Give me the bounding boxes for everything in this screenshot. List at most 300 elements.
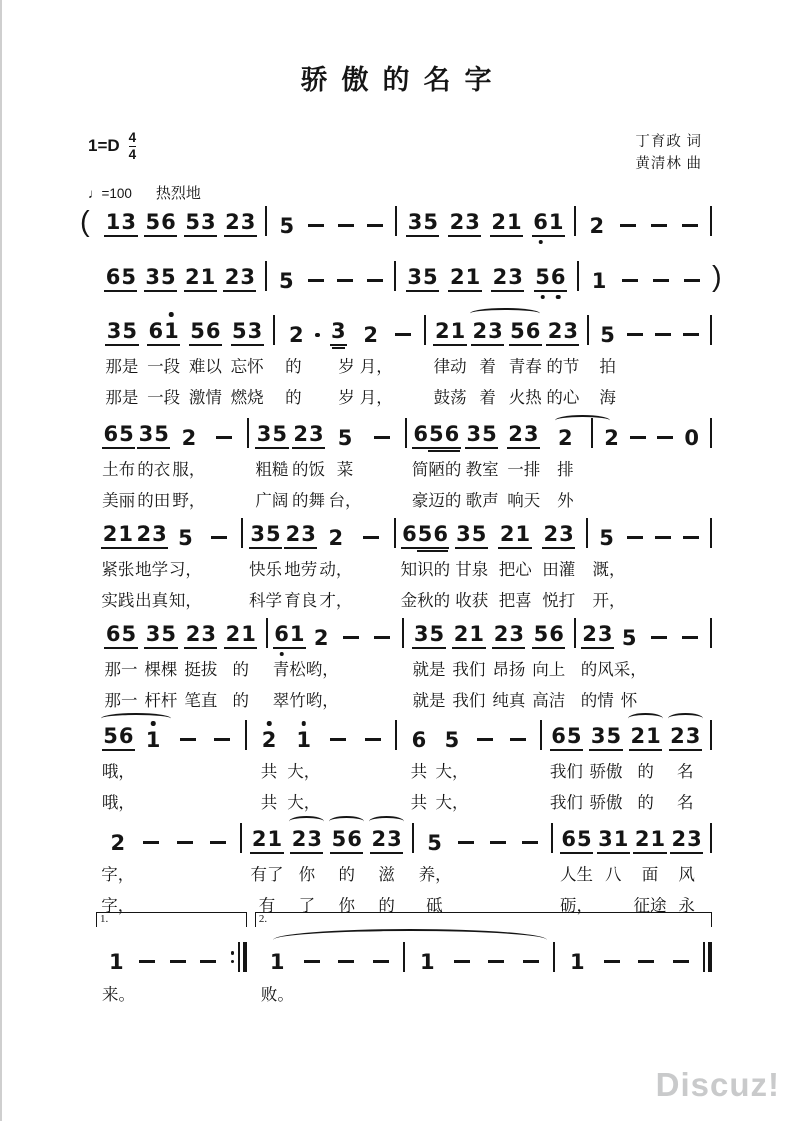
lyric-syllable: 共 — [260, 762, 278, 781]
note-group — [105, 320, 138, 346]
note-digit: 2 — [604, 426, 619, 450]
key-and-time-signature — [88, 130, 136, 162]
barline — [710, 618, 712, 648]
note-digit: 5 — [417, 522, 433, 546]
lyric-row — [96, 487, 712, 511]
lyric-measure — [247, 789, 396, 813]
dash-note — [630, 436, 646, 440]
lyric-syllable — [515, 861, 547, 885]
beat — [547, 725, 587, 751]
note-group — [683, 427, 701, 449]
measure — [589, 312, 710, 346]
note-group — [268, 951, 286, 973]
beat — [361, 224, 390, 238]
measure — [553, 820, 710, 854]
beat — [273, 623, 306, 649]
beat — [668, 828, 705, 854]
lyric-syllable: 我们 — [549, 762, 583, 781]
note-group — [633, 828, 666, 854]
beat — [247, 828, 287, 854]
note-digit: 5 — [279, 214, 295, 238]
tie — [273, 929, 547, 951]
beat — [318, 527, 353, 549]
lyric-syllable: 美丽 — [102, 491, 136, 510]
note-group — [290, 828, 323, 854]
note-digit: 3 — [407, 210, 423, 234]
lyric-syllable: 大， — [435, 762, 469, 781]
lyric-syllable — [625, 456, 652, 480]
beat — [136, 423, 171, 449]
lyric-syllable — [170, 789, 205, 813]
lyric-syllable: 的 — [232, 660, 250, 679]
beat — [644, 636, 674, 650]
beat — [402, 729, 435, 751]
lyric-syllable: 大， — [435, 793, 469, 812]
lyric-syllable — [205, 758, 240, 782]
note-group — [448, 266, 481, 292]
lyric-syllable: 昂扬 — [492, 660, 526, 679]
beat — [220, 266, 260, 292]
note-digit: 2 — [293, 422, 308, 446]
note-digit: 2 — [313, 626, 329, 650]
note-digit: 2 — [547, 319, 563, 343]
lyric-syllable: 悦打 — [542, 591, 576, 610]
lyric-syllable: 笔直 — [184, 691, 218, 710]
lyric-syllable: 拍 — [599, 357, 616, 376]
note-group — [104, 266, 137, 292]
lyric-measure — [553, 861, 710, 885]
beat — [367, 828, 407, 854]
note-digit: 2 — [449, 210, 465, 234]
note-digit: 5 — [422, 265, 438, 289]
note-group — [620, 627, 638, 649]
dash-note — [651, 224, 667, 228]
credits — [635, 131, 702, 175]
note-digit: 6 — [118, 724, 134, 748]
lyric-syllable: 的舞 — [291, 491, 325, 510]
measure — [396, 515, 586, 549]
bar-spacer — [710, 789, 712, 813]
lyric-syllable — [621, 353, 649, 377]
lyric-measure — [588, 587, 710, 611]
lyric-measure — [426, 384, 586, 408]
dash-note — [200, 960, 216, 964]
lyric-syllable: 的 — [232, 691, 250, 710]
lyric-syllable — [468, 758, 501, 782]
lyric-measure — [96, 384, 273, 408]
note-group — [581, 623, 614, 649]
dash-note — [657, 436, 673, 440]
lyric-measure — [96, 456, 247, 480]
note-digit: 6 — [274, 622, 289, 646]
note-digit: 2 — [224, 265, 240, 289]
lyric-measure — [542, 789, 711, 813]
lyric-syllable: 把喜 — [498, 591, 532, 610]
note-digit: 6 — [413, 422, 428, 446]
barline — [710, 206, 712, 236]
lyric-syllable: 那是 — [105, 388, 139, 407]
measure — [593, 415, 710, 449]
note-group — [327, 527, 345, 549]
note-group — [491, 266, 524, 292]
beat — [294, 960, 329, 974]
beat — [468, 738, 501, 752]
lyric-syllable — [368, 656, 397, 680]
lyric-measure — [247, 758, 396, 782]
music-system — [78, 258, 722, 293]
beat — [364, 960, 399, 974]
measure — [267, 258, 395, 292]
tempo-marking: ♩=100 — [88, 186, 132, 201]
note-digit: 5 — [161, 265, 176, 289]
note-group — [104, 623, 137, 649]
dash-note — [216, 436, 232, 440]
note-group — [101, 523, 134, 549]
note-group — [180, 427, 198, 449]
lyric-syllable: 野， — [172, 491, 206, 510]
note-digit: 2 — [110, 831, 126, 855]
lyric-syllable: 粗糙 — [255, 460, 289, 479]
lyric-syllable: 着 — [479, 388, 496, 407]
lyric-syllable — [170, 758, 205, 782]
music-system — [78, 312, 712, 408]
lyric-measure — [96, 758, 245, 782]
bar-spacer — [710, 687, 712, 711]
lyric-syllable — [677, 384, 705, 408]
lyric-syllable: 排 — [557, 460, 574, 479]
note-group — [224, 623, 257, 649]
note-digit: 5 — [331, 827, 347, 851]
note-group — [597, 828, 630, 854]
beat — [306, 627, 336, 649]
note-digit: 3 — [138, 422, 154, 446]
lyric-measure — [576, 656, 710, 680]
lyric-syllable: 高洁 — [532, 691, 566, 710]
lyricist-credit: 丁育政 词 — [635, 134, 702, 150]
note-digit: 3 — [307, 827, 322, 851]
lyric-syllable: 知， — [168, 591, 202, 610]
measure — [414, 820, 552, 854]
note-group — [292, 423, 325, 449]
lyric-syllable — [339, 687, 368, 711]
bar-spacer — [710, 758, 712, 782]
lyric-syllable: 砥 — [426, 896, 443, 915]
dash-note — [627, 333, 643, 337]
beat — [202, 841, 236, 855]
beat — [677, 536, 705, 550]
music-system — [78, 203, 712, 237]
note-digit: 3 — [240, 265, 255, 289]
lyric-syllable: 的 — [285, 357, 302, 376]
lyric-syllable: 忘怀 — [230, 357, 264, 376]
note-digit: 3 — [523, 422, 539, 446]
note-digit: 6 — [533, 210, 548, 234]
lyric-syllable: 大， — [287, 793, 321, 812]
dash-note — [488, 960, 504, 964]
lyric-measure — [243, 587, 394, 611]
note-digit: 0 — [684, 426, 699, 450]
note-digit: 1 — [419, 950, 435, 974]
note-digit: 3 — [465, 210, 480, 234]
lyric-row — [96, 656, 712, 680]
note-digit: 3 — [590, 724, 606, 748]
lyric-syllable: 棵棵 — [144, 660, 178, 679]
note-group — [278, 270, 296, 292]
slur — [628, 713, 663, 724]
lyric-row — [96, 789, 712, 813]
music-system — [78, 820, 712, 916]
beat — [537, 523, 581, 549]
lyric-syllable: 字， — [101, 865, 135, 884]
note-group — [224, 211, 257, 237]
dash-note — [338, 224, 354, 228]
lyric-measure — [249, 456, 405, 480]
measure — [96, 415, 247, 449]
lyric-syllable: 哦， — [101, 793, 135, 812]
lyric-syllable — [678, 456, 705, 480]
note-group — [406, 266, 439, 292]
note-digit: 2 — [371, 827, 387, 851]
barline — [710, 518, 712, 548]
note-digit: 3 — [456, 522, 471, 546]
lyric-syllable — [205, 789, 240, 813]
lyric-syllable: 广阔 — [255, 491, 289, 510]
volta-label-1: 1. — [100, 913, 109, 925]
dash-note — [170, 960, 186, 964]
note-digit: 6 — [561, 827, 577, 851]
lyric-syllable: 才， — [319, 591, 353, 610]
note-digit: 1 — [613, 827, 629, 851]
lyric-measure — [268, 687, 402, 711]
lyric-syllable: 快乐 — [249, 560, 283, 579]
lyric-syllable: 出真 — [135, 591, 169, 610]
dash-note — [653, 279, 669, 283]
note-group — [144, 729, 162, 751]
beat — [431, 320, 469, 346]
beat — [132, 960, 163, 974]
note-digit: 6 — [550, 265, 566, 289]
measure — [404, 615, 574, 649]
lyric-syllable — [206, 487, 241, 511]
lyric-syllable: 甘泉 — [455, 560, 489, 579]
slur — [369, 816, 404, 827]
slur — [470, 308, 540, 319]
beat — [649, 333, 677, 347]
augmentation-dot — [315, 333, 320, 338]
beat — [410, 951, 445, 973]
dash-note — [374, 436, 390, 440]
beat — [331, 224, 360, 238]
dash-note — [337, 279, 353, 283]
dash-note — [620, 224, 636, 228]
note-digit: 5 — [279, 269, 294, 293]
beat — [677, 333, 705, 347]
note-digit: 5 — [266, 522, 281, 546]
note-digit: 3 — [598, 827, 613, 851]
bar-spacer — [710, 487, 712, 511]
note-group — [189, 320, 222, 346]
measure — [396, 258, 576, 292]
beat — [193, 960, 224, 974]
dash-note — [214, 738, 230, 742]
beat — [286, 729, 321, 751]
beat — [529, 266, 572, 292]
bar-spacer — [710, 587, 712, 611]
lyric-syllable — [652, 556, 678, 580]
beat — [181, 211, 221, 237]
note-digit: 5 — [510, 319, 525, 343]
note-digit: 5 — [606, 724, 622, 748]
volta-bracket-2 — [255, 912, 712, 927]
note-group — [250, 828, 283, 854]
slur — [668, 713, 703, 724]
note-group — [532, 211, 565, 237]
note-digit: 5 — [621, 626, 637, 650]
note-digit: 1 — [164, 319, 179, 343]
first-ending — [96, 912, 247, 1005]
lyric-syllable: 养， — [418, 865, 452, 884]
measure — [247, 717, 396, 751]
lyric-measure — [96, 587, 241, 611]
note-group — [249, 523, 282, 549]
lyric-syllable: 地学 — [135, 560, 169, 579]
beat — [581, 623, 614, 649]
note-digit: 3 — [387, 827, 402, 851]
note-group — [455, 523, 488, 549]
lyric-measure — [96, 789, 245, 813]
lyric-measure — [396, 587, 586, 611]
note-group — [589, 725, 622, 751]
measure — [542, 717, 711, 751]
measure — [96, 717, 245, 751]
note-digit: 2 — [508, 422, 523, 446]
note-digit: 1 — [591, 269, 607, 293]
note-group — [102, 725, 135, 751]
bar-spacer — [710, 456, 712, 480]
lyric-syllable: 纯真 — [492, 691, 526, 710]
note-row — [96, 415, 712, 449]
note-group — [471, 320, 504, 346]
note-group — [532, 623, 565, 649]
lyric-syllable: 实践 — [101, 591, 135, 610]
dash-note — [683, 333, 699, 337]
note-group — [144, 211, 177, 237]
note-digit: 6 — [148, 319, 164, 343]
note-group — [135, 523, 168, 549]
beat — [252, 729, 287, 751]
note-group — [669, 725, 702, 751]
lyric-syllable — [321, 758, 356, 782]
beat — [486, 211, 528, 237]
note-group — [498, 523, 531, 549]
beat — [593, 527, 621, 549]
note-group — [287, 324, 305, 346]
beat — [329, 960, 364, 974]
lyric-row — [96, 556, 712, 580]
note-digit: 3 — [247, 319, 263, 343]
measure — [397, 717, 539, 751]
volta-label-2: 2. — [258, 913, 268, 925]
lyric-syllable — [356, 789, 391, 813]
barline — [710, 315, 712, 345]
beat — [674, 224, 705, 238]
note-digit: 6 — [205, 319, 221, 343]
note-digit: 6 — [161, 210, 176, 234]
beat — [595, 828, 632, 854]
note-digit: 2 — [285, 522, 301, 546]
lyric-measure — [275, 384, 424, 408]
note-row — [96, 312, 712, 346]
lyric-syllable: 的 — [637, 762, 654, 781]
note-row — [96, 820, 712, 854]
lyric-syllable: 人生 — [560, 865, 594, 884]
beat — [461, 423, 503, 449]
slur — [329, 816, 364, 827]
note-row — [96, 615, 712, 649]
lyric-measure — [96, 687, 266, 711]
note-digit: 6 — [433, 522, 448, 546]
note-digit: 3 — [201, 622, 216, 646]
note-group — [362, 324, 380, 346]
beat — [162, 960, 193, 974]
note-digit: 2 — [185, 622, 201, 646]
beat — [185, 320, 227, 346]
note-digit: 5 — [121, 622, 137, 646]
lyric-syllable: 一排 — [507, 460, 541, 479]
lyric-syllable — [168, 861, 202, 885]
beat — [221, 623, 261, 649]
lyric-syllable — [625, 487, 652, 511]
lyric-syllable — [136, 758, 171, 782]
beat — [529, 623, 569, 649]
note-digit: 1 — [241, 622, 256, 646]
lyric-syllable: 溉， — [592, 560, 626, 579]
lyric-syllable: 把心 — [498, 560, 532, 579]
dash-note — [180, 738, 196, 742]
note-group — [102, 423, 135, 449]
lyric-syllable: 名 — [676, 762, 694, 781]
beat — [621, 333, 649, 347]
lyric-syllable — [353, 556, 388, 580]
lyric-syllable — [649, 353, 677, 377]
note-group — [569, 951, 587, 973]
lyric-syllable — [677, 353, 705, 377]
beat — [101, 832, 135, 854]
lyric-syllable — [652, 456, 679, 480]
bar-spacer — [710, 384, 712, 408]
dash-note — [338, 960, 354, 964]
lyric-syllable — [676, 656, 705, 680]
lyric-syllable: 征途 — [633, 896, 667, 915]
lyric-measure — [397, 758, 539, 782]
lyric-syllable: 月， — [359, 388, 393, 407]
lyric-measure — [243, 556, 394, 580]
note-digit: 5 — [482, 422, 497, 446]
beat — [181, 623, 221, 649]
lyric-syllable: 的 — [637, 793, 654, 812]
note-digit: 3 — [256, 422, 272, 446]
note-group — [465, 423, 498, 449]
note-group — [492, 623, 525, 649]
thick-bar — [708, 942, 712, 972]
note-digit: 1 — [200, 265, 216, 289]
note-group — [137, 423, 170, 449]
beat — [170, 738, 205, 752]
note-digit: 5 — [423, 210, 438, 234]
lyric-measure — [249, 487, 405, 511]
lyric-syllable: 翠竹 — [272, 691, 306, 710]
bar-spacer — [710, 556, 712, 580]
